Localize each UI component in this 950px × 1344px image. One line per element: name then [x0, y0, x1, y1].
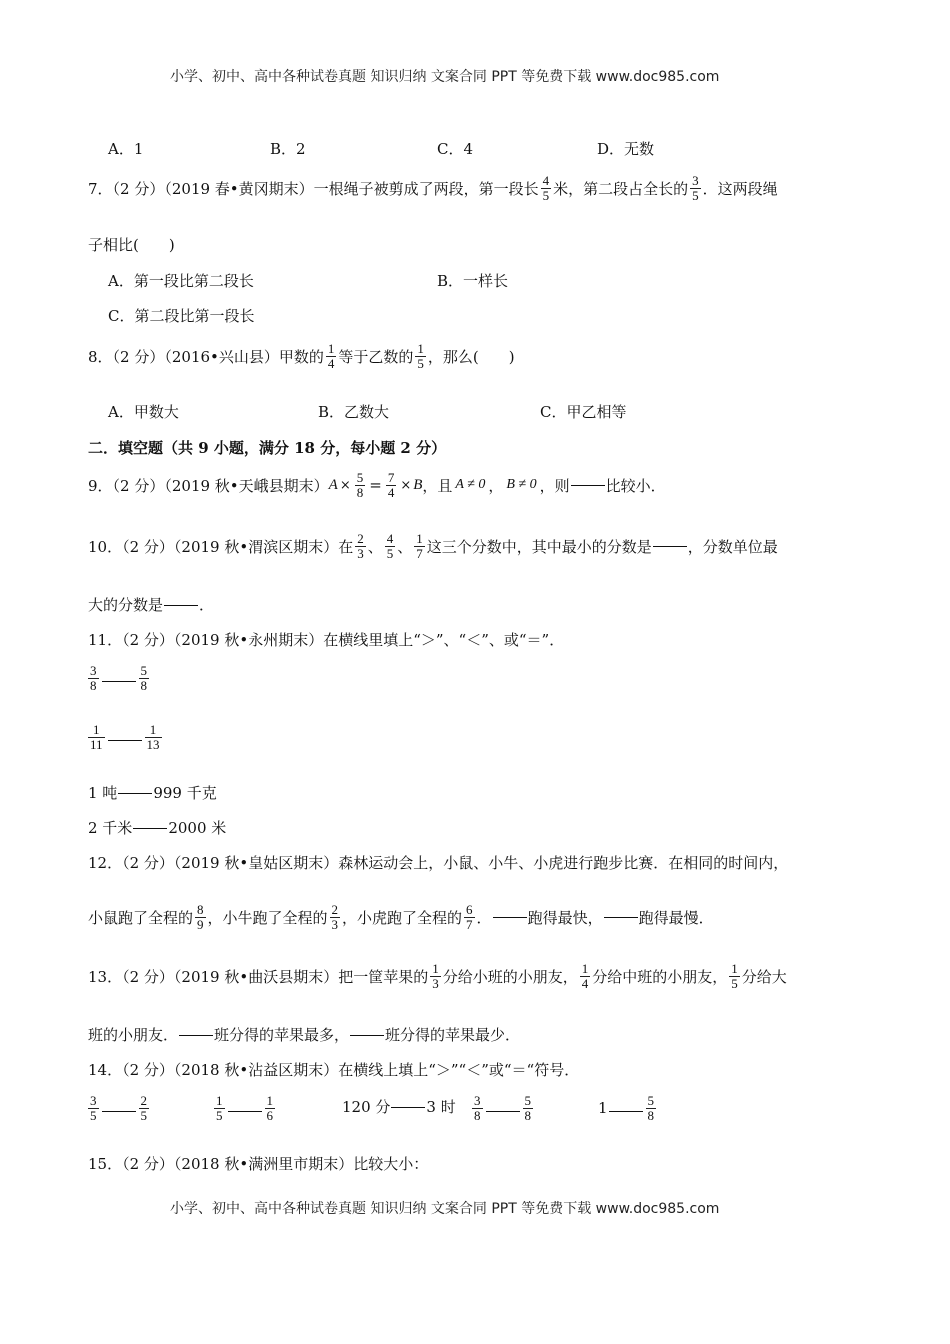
q14-expr-1 [86, 1094, 151, 1122]
q12-line2 [88, 903, 714, 931]
q8-text: 8．（2 分）（2016•兴山县）甲数的 [88, 347, 324, 366]
fraction: $\frac{5}{8}$ [356, 470, 364, 500]
q12-text: ，小虎跑了全程的 [342, 908, 463, 927]
q9-text-tail: 比较小． [605, 476, 666, 495]
q10-text: 10．（2 分）（2019 秋•渭滨区期末）在 [88, 537, 354, 556]
fraction: $\frac{3}{5}$ [90, 1093, 97, 1123]
q8-option-b: B．乙数大 [318, 403, 390, 421]
q10-text-line2: 大的分数是 [88, 596, 164, 614]
q11-row3-right: 999 千克 [153, 784, 217, 802]
answer-blank[interactable] [609, 1110, 643, 1112]
q11-row-4 [88, 817, 226, 838]
answer-blank[interactable] [350, 1034, 384, 1036]
q7-text-mid: 米，第二段占全长的 [553, 179, 689, 198]
comma: ， [488, 476, 504, 495]
q11-row4-left: 2 千米 [88, 819, 133, 837]
q14-expr3-right: 3 时 [426, 1098, 456, 1116]
answer-blank[interactable] [571, 484, 605, 486]
q11-row4-right: 2000 米 [168, 819, 227, 837]
q13-text: 班分得的苹果最多， [214, 1026, 350, 1044]
fraction: $\frac{2}{3}$ [331, 902, 339, 932]
fraction: $\frac{2}{3}$ [357, 531, 364, 561]
q10-text-mid: 这三个分数中，其中最小的分数是 [426, 537, 652, 556]
answer-blank[interactable] [164, 604, 198, 606]
q14-expr3-left: 120 分 [342, 1098, 391, 1116]
q7-option-a: A．第一段比第二段长 [108, 272, 254, 290]
q14-expr-5 [598, 1094, 658, 1122]
q8-option-c: C．甲乙相等 [540, 403, 627, 421]
q11-row-1 [86, 664, 151, 692]
fraction: $\frac{1}{4}$ [581, 961, 589, 991]
q13-text: 分给中班的小朋友， [592, 967, 728, 986]
q10-text-end: ． [199, 596, 215, 614]
question-11: 11．（2 分）（2019 秋•永州期末）在横线里填上“＞”、“＜”、或“＝”． [88, 631, 565, 649]
question-9 [88, 471, 666, 499]
q6-option-d: D．无数 [597, 140, 655, 158]
fraction: $\frac{1}{7}$ [416, 531, 423, 561]
answer-blank[interactable] [653, 545, 687, 547]
q14-expr-4 [470, 1094, 535, 1122]
q9-text: 9．（2 分）（2019 秋•天峨县期末） [88, 476, 329, 495]
q11-row-3 [88, 782, 217, 803]
q7-text: 7．（2 分）（2019 春•黄冈期末）一根绳子被剪成了两段，第一段长 [88, 179, 539, 198]
answer-blank[interactable] [179, 1034, 213, 1036]
q6-option-a: A．1 [108, 140, 144, 158]
q14-expr-3 [342, 1096, 456, 1117]
page-header: 小学、初中、高中各种试卷真题 知识归纳 文案合同 PPT 等免费下载 www.doc985.com [170, 69, 720, 85]
fraction: $\frac{1}{5}$ [216, 1093, 223, 1123]
answer-blank[interactable] [102, 680, 136, 682]
q14-expr-2 [212, 1094, 277, 1122]
fraction: $\frac{8}{9}$ [197, 902, 204, 932]
q13-text: 班分得的苹果最少． [385, 1026, 521, 1044]
equals-sign: = [369, 476, 382, 495]
q12-text: ，小牛跑了全程的 [207, 908, 328, 927]
q9-text-then: ，则 [539, 476, 570, 495]
answer-blank[interactable] [486, 1110, 520, 1112]
fraction: $\frac{4}{5}$ [542, 173, 550, 203]
q7-option-b: B．一样长 [437, 272, 509, 290]
var-b: B [413, 476, 423, 493]
q13-text: 分给小班的小朋友， [442, 967, 578, 986]
answer-blank[interactable] [493, 916, 527, 918]
fraction: $\frac{3}{8}$ [90, 663, 97, 693]
times-sign: × [339, 477, 351, 493]
fraction: $\frac{7}{4}$ [387, 470, 395, 500]
q7-text-tail: ．这两段绳 [702, 179, 778, 198]
q8-option-a: A．甲数大 [108, 403, 179, 421]
q8-text-mid: 等于乙数的 [338, 347, 414, 366]
fraction: $\frac{3}{8}$ [474, 1093, 481, 1123]
condition-a: A ≠ 0 [455, 477, 486, 493]
fraction: $\frac{1}{4}$ [327, 341, 335, 371]
answer-blank[interactable] [108, 739, 142, 741]
fraction: $\frac{3}{5}$ [692, 173, 699, 203]
question-13 [88, 962, 787, 990]
answer-blank[interactable] [118, 792, 152, 794]
fraction: $\frac{4}{5}$ [386, 531, 394, 561]
q7-line2: 子相比( ) [88, 236, 175, 254]
q13-line2 [88, 1024, 520, 1045]
page-footer: 小学、初中、高中各种试卷真题 知识归纳 文案合同 PPT 等免费下载 www.doc985.com [170, 1201, 720, 1217]
question-10 [88, 532, 778, 560]
answer-blank[interactable] [133, 827, 167, 829]
fraction: $\frac{2}{5}$ [140, 1093, 147, 1123]
separator: 、 [367, 537, 383, 556]
condition-b: B ≠ 0 [506, 477, 537, 493]
fraction: $\frac{5}{8}$ [524, 1093, 531, 1123]
question-8 [88, 342, 515, 370]
fraction: $\frac{1}{5}$ [731, 961, 738, 991]
times-sign: × [400, 477, 412, 493]
answer-blank[interactable] [228, 1110, 262, 1112]
fraction: $\frac{1}{11}$ [90, 722, 103, 752]
q13-text: 班的小朋友． [88, 1026, 179, 1044]
question-12: 12．（2 分）（2019 秋•皇姑区期末）森林运动会上，小鼠、小牛、小虎进行跑步比赛．在相同的时间内， [88, 854, 789, 872]
question-14: 14．（2 分）（2018 秋•沾益区期末）在横线上填上“＞”“＜”或“＝“符号． [88, 1061, 580, 1079]
answer-blank[interactable] [391, 1106, 425, 1108]
q10-text-mid2: ，分数单位最 [687, 537, 778, 556]
fraction: $\frac{1}{3}$ [432, 961, 439, 991]
question-7 [88, 174, 778, 202]
fraction: $\frac{1}{5}$ [417, 341, 424, 371]
q13-text: 分给大 [741, 967, 787, 986]
q11-row3-left: 1 吨 [88, 784, 118, 802]
q7-option-c: C．第二段比第一段长 [108, 307, 255, 325]
q10-line2 [88, 594, 214, 615]
q8-text-tail: ，那么( ) [427, 347, 515, 366]
separator: 、 [397, 537, 413, 556]
question-15: 15．（2 分）（2018 秋•满洲里市期末）比较大小： [88, 1155, 429, 1173]
q9-text-cond: ，且 [422, 476, 453, 495]
fraction: $\frac{1}{13}$ [146, 722, 160, 752]
q12-text: 跑得最快， [527, 908, 603, 927]
var-a: A [328, 476, 338, 493]
q13-text: 13．（2 分）（2019 秋•曲沃县期末）把一筐苹果的 [88, 967, 429, 986]
q12-text: 小鼠跑了全程的 [88, 908, 194, 927]
section-title: 二．填空题（共 9 小题，满分 18 分，每小题 2 分） [88, 439, 447, 457]
fraction: $\frac{1}{6}$ [266, 1093, 273, 1123]
answer-blank[interactable] [102, 1110, 136, 1112]
fraction: $\frac{5}{8}$ [140, 663, 147, 693]
q11-row-2 [86, 723, 164, 751]
q12-text: ． [476, 908, 492, 927]
q12-text: 跑得最慢． [638, 908, 714, 927]
q6-option-c: C．4 [437, 140, 474, 158]
fraction: $\frac{6}{7}$ [466, 902, 473, 932]
fraction: $\frac{5}{8}$ [647, 1093, 655, 1123]
q14-expr5-left: 1 [598, 1099, 608, 1118]
q6-option-b: B．2 [270, 140, 306, 158]
answer-blank[interactable] [604, 916, 638, 918]
